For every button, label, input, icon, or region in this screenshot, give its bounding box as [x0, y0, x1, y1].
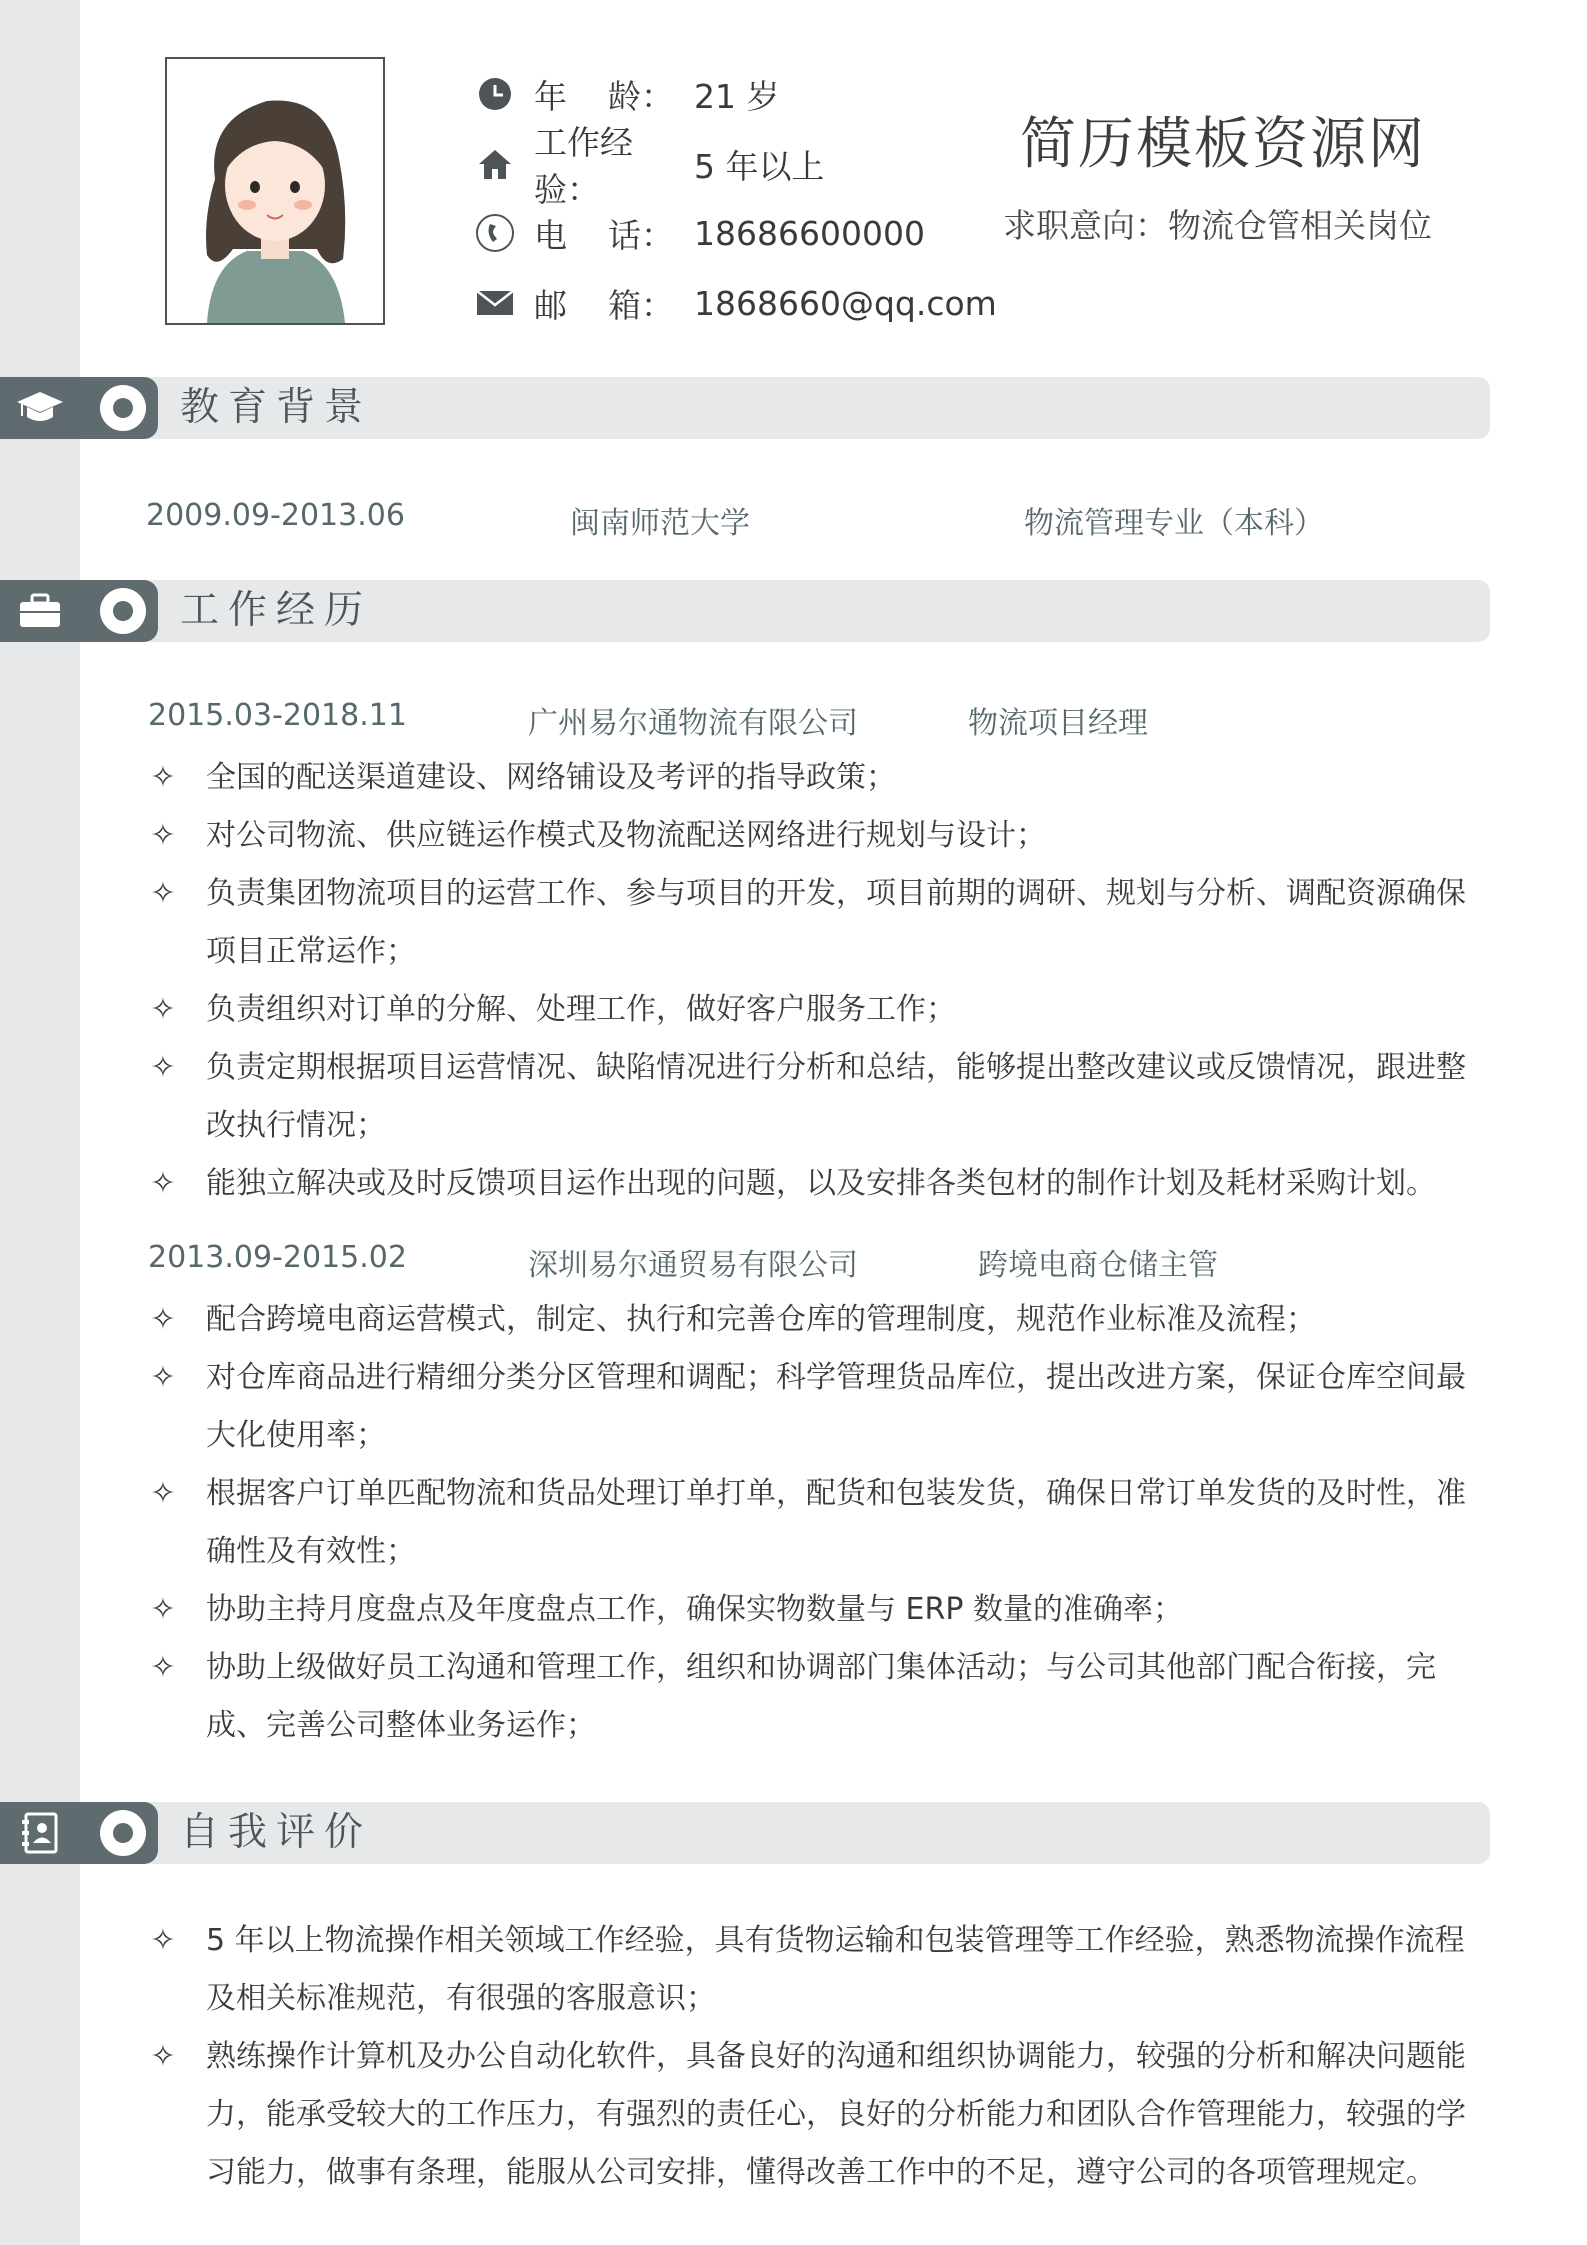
section-title: 工作经历	[180, 588, 373, 633]
intent-value: 物流仓管相关岗位	[1168, 206, 1432, 245]
bullet-star-icon: ✧	[150, 1302, 176, 1337]
job-company: 深圳易尔通贸易有限公司	[528, 1248, 858, 1283]
bullet-star-icon: ✧	[150, 876, 176, 911]
bullet-star-icon: ✧	[150, 818, 176, 853]
info-age	[470, 66, 779, 122]
clock-icon	[470, 69, 520, 119]
avatar-illustration	[167, 59, 383, 323]
education-major: 物流管理专业（本科）	[1024, 506, 1324, 541]
list-item: ✧ 对仓库商品进行精细分类分区管理和调配；科学管理货品库位，提出改进方案，保证仓库空间最大化使用率；	[148, 1349, 1488, 1465]
job-period: 2013.09-2015.02	[148, 1240, 407, 1275]
list-item: ✧ 全国的配送渠道建设、网络铺设及考评的指导政策；	[148, 749, 1488, 807]
briefcase-icon	[14, 588, 66, 634]
list-item: ✧ 能独立解决或及时反馈项目运作出现的问题，以及安排各类包材的制作计划及耗材采购计划。	[148, 1155, 1488, 1213]
section-ring-decoration	[100, 588, 146, 634]
info-label: 邮 箱：	[534, 285, 674, 325]
resume-name: 简历模板资源网	[1020, 112, 1426, 177]
list-item: ✧ 协助上级做好员工沟通和管理工作，组织和协调部门集体活动；与公司其他部门配合衔接，完成、完善公司整体业务运作；	[148, 1639, 1488, 1755]
info-label: 年 龄：	[534, 76, 674, 116]
mail-icon	[470, 278, 520, 328]
section-title: 教育背景	[180, 385, 373, 430]
job-company: 广州易尔通物流有限公司	[528, 706, 858, 741]
list-item: ✧ 5 年以上物流操作相关领域工作经验，具有货物运输和包装管理等工作经验，熟悉物流操作流程及相关标准规范，有很强的客服意识；	[148, 1912, 1488, 2028]
job-period: 2015.03-2018.11	[148, 698, 407, 733]
info-label: 工作经验：	[534, 123, 633, 209]
info-value: 5 年以上	[694, 146, 825, 186]
list-item: ✧ 负责集团物流项目的运营工作、参与项目的开发，项目前期的调研、规划与分析、调配资源确保项目正常运作；	[148, 865, 1488, 981]
section-title: 自我评价	[180, 1810, 373, 1855]
info-label: 电 话：	[534, 215, 674, 255]
section-ring-decoration	[100, 385, 146, 431]
self-evaluation-list	[148, 1912, 1488, 2202]
info-value: 21 岁	[694, 76, 780, 116]
home-icon	[470, 139, 520, 189]
intent-label: 求职意向：	[1003, 206, 1168, 245]
job-position: 物流项目经理	[968, 706, 1148, 741]
bullet-star-icon: ✧	[150, 1476, 176, 1511]
bullet-star-icon: ✧	[150, 992, 176, 1027]
info-value: 1868660@qq.com	[694, 283, 997, 323]
info-phone	[470, 205, 925, 261]
job-duties	[148, 1291, 1488, 1755]
job-duties	[148, 749, 1488, 1213]
address-book-icon	[14, 1810, 66, 1856]
bullet-star-icon: ✧	[150, 1166, 176, 1201]
job-intent	[1003, 200, 1432, 247]
section-education	[0, 377, 1490, 439]
bullet-star-icon: ✧	[150, 760, 176, 795]
bullet-star-icon: ✧	[150, 2039, 176, 2074]
graduation-cap-icon	[14, 385, 66, 431]
info-email	[470, 275, 997, 331]
bullet-star-icon: ✧	[150, 1592, 176, 1627]
bullet-star-icon: ✧	[150, 1650, 176, 1685]
job-position: 跨境电商仓储主管	[978, 1248, 1218, 1283]
info-value: 18686600000	[694, 213, 925, 253]
list-item: ✧ 协助主持月度盘点及年度盘点工作，确保实物数量与 ERP 数量的准确率；	[148, 1581, 1488, 1639]
section-work	[0, 580, 1490, 642]
info-experience	[470, 123, 825, 209]
list-item: ✧ 负责定期根据项目运营情况、缺陷情况进行分析和总结，能够提出整改建议或反馈情况，跟进整改执行情况；	[148, 1039, 1488, 1155]
section-ring-decoration	[100, 1810, 146, 1856]
phone-icon	[470, 208, 520, 258]
list-item: ✧ 熟练操作计算机及办公自动化软件，具备良好的沟通和组织协调能力，较强的分析和解决问题能力，能承受较大的工作压力，有强烈的责任心，良好的分析能力和团队合作管理能力，较强的学习能力，做事有条理，能服从公司安排，懂得改善工作中的不足，遵守公司的各项管理规定。	[148, 2028, 1488, 2202]
bullet-star-icon: ✧	[150, 1360, 176, 1395]
list-item: ✧ 配合跨境电商运营模式，制定、执行和完善仓库的管理制度，规范作业标准及流程；	[148, 1291, 1488, 1349]
list-item: ✧ 对公司物流、供应链运作模式及物流配送网络进行规划与设计；	[148, 807, 1488, 865]
section-self-evaluation	[0, 1802, 1490, 1864]
education-school: 闽南师范大学	[570, 506, 750, 541]
bullet-star-icon: ✧	[150, 1923, 176, 1958]
side-strip	[0, 0, 80, 2245]
list-item: ✧ 负责组织对订单的分解、处理工作，做好客户服务工作；	[148, 981, 1488, 1039]
profile-photo	[165, 57, 385, 325]
list-item: ✧ 根据客户订单匹配物流和货品处理订单打单，配货和包装发货，确保日常订单发货的及时性，准确性及有效性；	[148, 1465, 1488, 1581]
bullet-star-icon: ✧	[150, 1050, 176, 1085]
education-period: 2009.09-2013.06	[146, 498, 405, 533]
